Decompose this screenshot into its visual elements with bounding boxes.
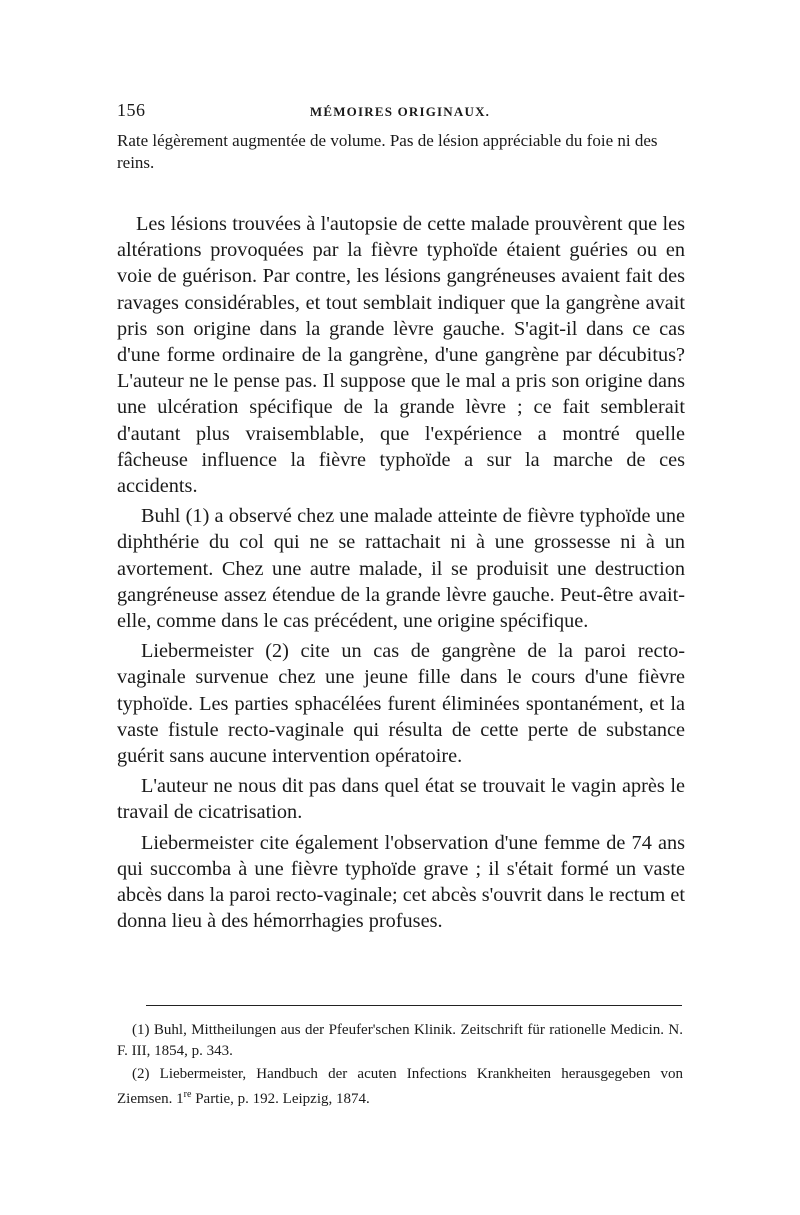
main-text	[117, 211, 685, 934]
paragraph: Liebermeister cite également l'observation d'une femme de 74 ans qui succomba à une fièvre typhoïde grave ; il s'était formé un vaste abcès dans la paroi recto-vaginale; cet abcès s'ouvrit dans le rectum et donna lieu à des hémorrhagies profuses.	[117, 831, 685, 933]
footnote-1: (1) Buhl, Mittheilungen aus der Pfeufer'schen Klinik. Zeitschrift für rationelle Medicin. N. F. III, 1854, p. 343.	[117, 1022, 683, 1059]
footnotes	[117, 1020, 683, 1109]
paragraph: Les lésions trouvées à l'autopsie de cette malade prouvèrent que les altérations provoquées par la fièvre typhoïde étaient guéries ou en voie de guérison. Par contre, les lésions gangréneuses avaient fait des ravages considérables, et tout semblait indiquer que la gangrène avait pris son origine dans la grande lèvre gauche. S'agit-il dans ce cas d'une forme ordinaire de la gangrène, d'une gangrène par décubitus? L'auteur ne le pense pas. Il suppose que le mal a pris son origine dans une ulcération spécifique de la grande lèvre ; ce fait semblerait d'autant plus vraisemblable, que l'expérience a montré quelle fâcheuse influence la fièvre typhoïde a sur la marche de ces accidents.	[117, 213, 685, 498]
footnote-2	[117, 1064, 683, 1109]
running-title: MÉMOIRES ORIGINAUX.	[309, 104, 491, 119]
lead-text: Rate légèrement augmentée de volume. Pas de lésion appréciable du foie ni des reins.	[117, 131, 658, 172]
footnote-2-text-a: (2) Liebermeister, Handbuch der acuten Infections Krankheiten herausgegeben von Ziemsen. 1	[117, 1066, 683, 1107]
footnote-2-superscript: re	[183, 1088, 192, 1100]
paragraph: Liebermeister (2) cite un cas de gangrène de la paroi recto-vaginale survenue chez une jeune fille dans le cours d'une fièvre typhoïde. Les parties sphacélées furent éliminées spontanément, et la vaste fistule recto-vaginale qui résulta de cette perte de substance guérit sans aucune intervention opératoire.	[117, 640, 685, 768]
paragraph: Buhl (1) a observé chez une malade atteinte de fièvre typhoïde une diphthérie du col qui ne se rattachait ni à une grossesse ni à un avortement. Chez une autre malade, il se produisit une destruction gangréneuse assez étendue de la grande lèvre gauche. Peut-être avait-elle, comme dans le cas précédent, une origine spécifique.	[117, 505, 685, 633]
page-number: 156	[117, 100, 146, 120]
footnote-rule	[146, 1005, 682, 1006]
footnote-2-text-b: Partie, p. 192. Leipzig, 1874.	[191, 1090, 370, 1107]
paragraph: L'auteur ne nous dit pas dans quel état se trouvait le vagin après le travail de cicatrisation.	[117, 775, 685, 824]
